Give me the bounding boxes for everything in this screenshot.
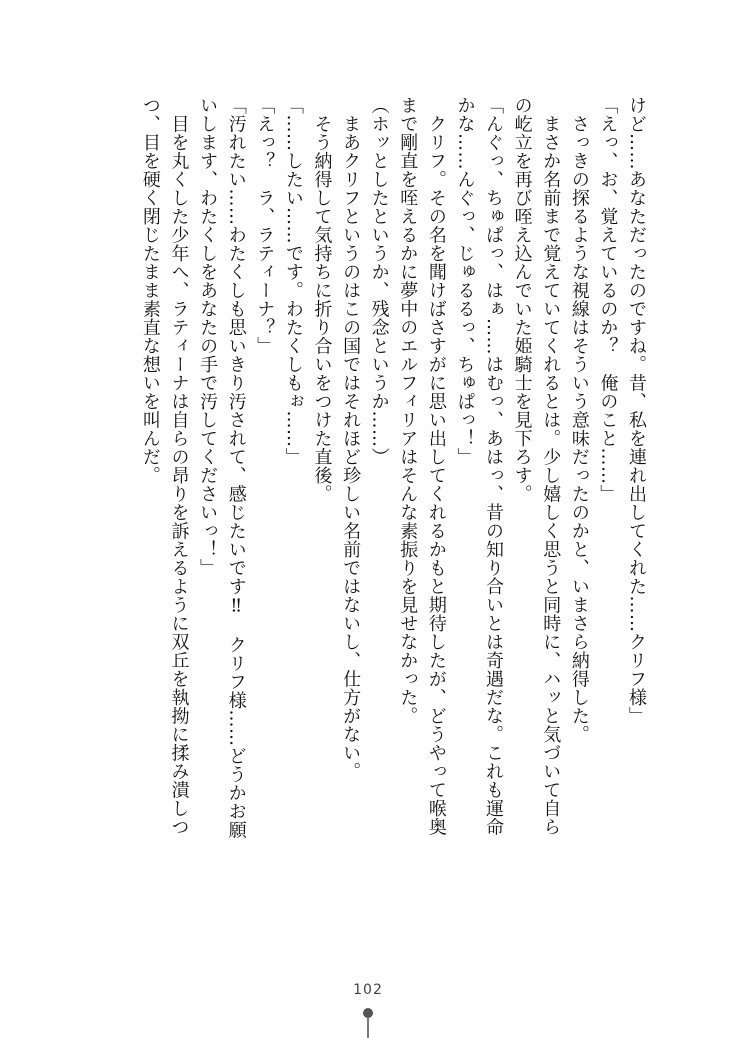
text-line-0: けど……あなただったのですね。昔、私を連れ出してくれた……クリフ様」 — [626, 96, 647, 725]
text-line-5: 「んぐっ、ちゅぱっ、はぁ……はむっ、あはっ、昔の知り合いとは奇遇だな。これも運命 — [483, 96, 505, 836]
page-marker-dot — [363, 1008, 373, 1018]
text-line-7: クリフ。その名を聞けばさすがに思い出してくれるかもと期待したが、どうやって喉奥 — [425, 96, 447, 836]
page-number: 102 — [353, 982, 383, 998]
text-line-16: 目を丸くした少年へ、ラティーナは自らの昂りを訴えるように双丘を執拗に揉み潰しつ — [168, 96, 190, 836]
text-line-1: 「えっ、お、覚えているのか？ 俺のこと……」 — [597, 96, 619, 503]
text-line-9: （ホッとしたというか、残念というか……） — [368, 96, 390, 466]
text-line-15: いします、わたくしをあなたの手で汚してくださいっ！」 — [197, 96, 219, 577]
text-line-3: まさか名前まで覚えていてくれるとは。少し嬉しく思うと同時に、ハッと気づいて自ら — [540, 96, 562, 836]
text-line-6: かな……んぐっ、じゅるるっ、ちゅぱっ！」 — [454, 96, 476, 466]
text-line-17: つ、目を硬く閉じたまま素直な想いを叫んだ。 — [139, 96, 161, 485]
text-line-4: の屹立を再び咥え込んでいた姫騎士を見下ろす。 — [511, 96, 533, 503]
text-line-13: 「えっ？ ラ、ラティーナ？」 — [254, 96, 276, 355]
page-marker-line — [367, 1018, 369, 1038]
text-line-14: 「汚れたい……わたくしも思いきり汚されて、感じたいです‼ クリフ様……どうかお願 — [225, 96, 247, 839]
text-line-10: まあクリフというのはこの国ではそれほど珍しい名前ではないし、仕方がない。 — [340, 96, 362, 781]
vertical-text-block — [80, 96, 650, 946]
text-line-11: そう納得して気持ちに折り合いをつけた直後。 — [311, 96, 333, 503]
text-line-2: さっきの探るような視線はそういう意味だったのかと、いまさら納得した。 — [568, 96, 590, 744]
text-line-12: 「……したい……です。わたくしもぉ……」 — [282, 96, 304, 466]
text-line-8: まで剛直を咥えるかに夢中のエルフィリアはそんな素振りを見せなかった。 — [397, 96, 419, 725]
